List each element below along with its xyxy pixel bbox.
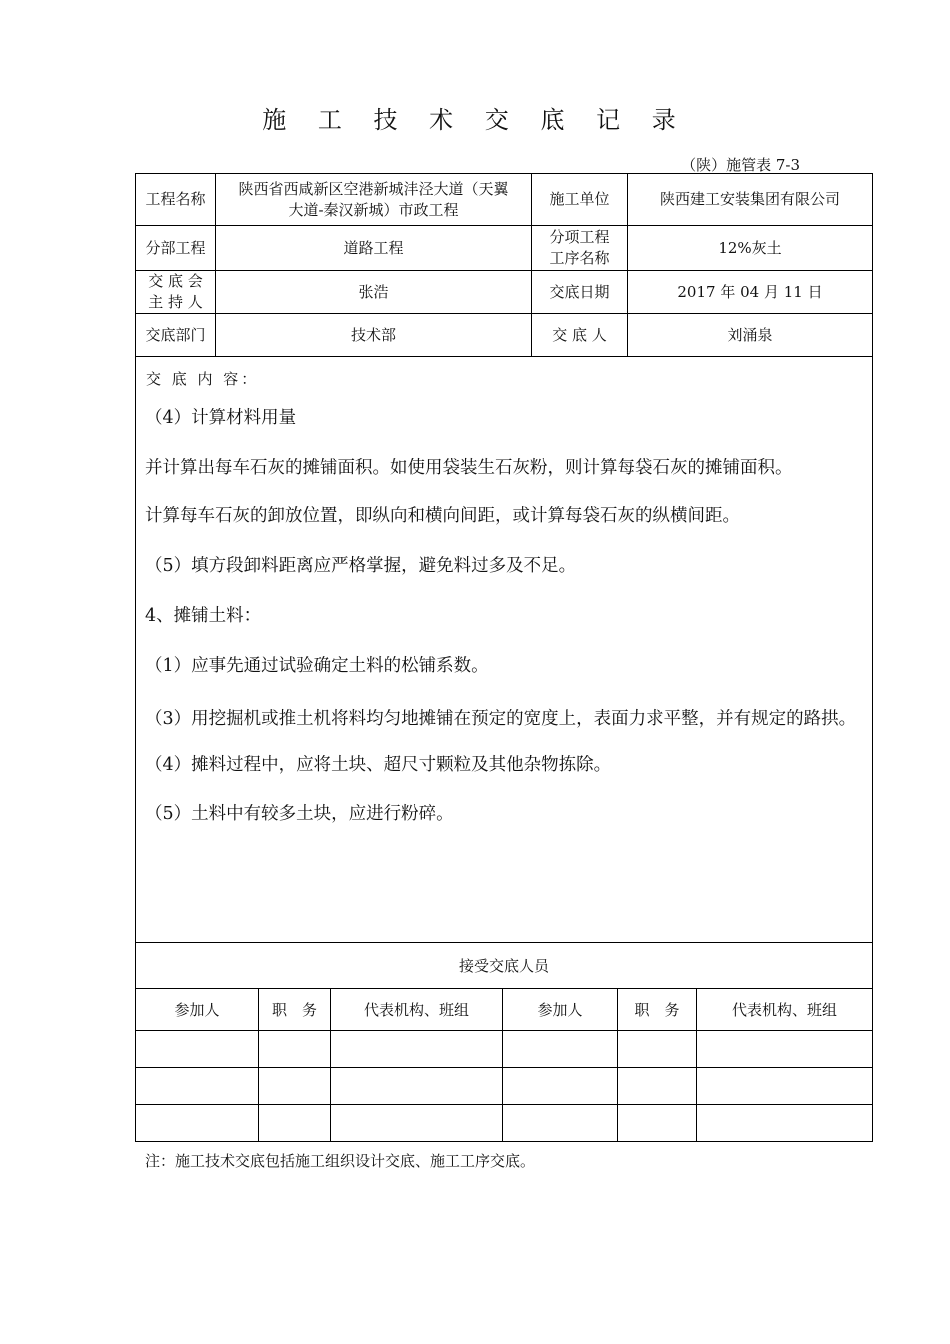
sign-cell[interactable] [259, 1068, 331, 1105]
host-label-line1: 交 底 会 [148, 272, 203, 290]
sign-cell[interactable] [331, 1068, 503, 1105]
project-name-line1: 陕西省西咸新区空港新城沣泾大道（天翼 [238, 179, 509, 198]
content-line: （4）计算材料用量 [145, 408, 297, 428]
dept-value: 技术部 [216, 314, 532, 357]
content-heading: 交 底 内 容： [146, 370, 260, 388]
sign-row [136, 1105, 873, 1142]
item-label [532, 226, 628, 271]
sign-cell[interactable] [503, 1031, 618, 1068]
person-value: 刘涌泉 [628, 314, 873, 357]
col-organization: 代表机构、班组 [331, 989, 503, 1031]
content-line: 4、摊铺土料： [145, 606, 262, 626]
sign-cell[interactable] [331, 1031, 503, 1068]
date-label: 交底日期 [532, 271, 628, 314]
sign-cell[interactable] [259, 1031, 331, 1068]
content-line: （1）应事先通过试验确定土料的松铺系数。 [145, 656, 489, 676]
content-line: 计算每车石灰的卸放位置，即纵向和横向间距，或计算每袋石灰的纵横间距。 [145, 506, 740, 526]
item-label-line1: 分项工程 [549, 228, 610, 246]
host-value: 张浩 [216, 271, 532, 314]
sign-cell[interactable] [697, 1105, 873, 1142]
content-cell [136, 357, 873, 943]
sign-title: 接受交底人员 [136, 943, 873, 989]
host-label-line2: 主 持 人 [148, 293, 203, 311]
content-line: （4）摊料过程中，应将土块、超尺寸颗粒及其他杂物拣除。 [145, 755, 612, 775]
col-position: 职 务 [618, 989, 697, 1031]
form-number: （陕）施管表 7-3 [681, 156, 800, 174]
document-title: 施 工 技 术 交 底 记 录 [262, 106, 688, 134]
sign-cell[interactable] [136, 1031, 259, 1068]
sign-cell[interactable] [503, 1068, 618, 1105]
dept-label: 交底部门 [136, 314, 216, 357]
col-organization: 代表机构、班组 [697, 989, 873, 1031]
sign-cell[interactable] [618, 1105, 697, 1142]
project-name-value [216, 174, 532, 226]
content-line: （5）土料中有较多土块，应进行粉碎。 [145, 804, 454, 824]
sign-cell[interactable] [331, 1105, 503, 1142]
sign-cell[interactable] [503, 1105, 618, 1142]
col-participant: 参加人 [136, 989, 259, 1031]
info-table [135, 173, 873, 943]
host-label [136, 271, 216, 314]
sign-row [136, 1031, 873, 1068]
sign-cell[interactable] [618, 1031, 697, 1068]
sign-table [135, 942, 873, 1142]
item-value: 12%灰土 [628, 226, 873, 271]
project-name-line2: 大道-秦汉新城）市政工程 [288, 200, 459, 219]
unit-label: 施工单位 [532, 174, 628, 226]
sign-cell[interactable] [259, 1105, 331, 1142]
sign-cell[interactable] [697, 1031, 873, 1068]
sign-cell[interactable] [136, 1068, 259, 1105]
sign-cell[interactable] [618, 1068, 697, 1105]
content-line: 并计算出每车石灰的摊铺面积。如使用袋装生石灰粉，则计算每袋石灰的摊铺面积。 [145, 458, 793, 478]
content-line: （3）用挖掘机或推土机将料均匀地摊铺在预定的宽度上，表面力求平整，并有规定的路拱。 [145, 709, 857, 729]
item-label-line2: 工序名称 [549, 249, 610, 267]
col-participant: 参加人 [503, 989, 618, 1031]
date-value: 2017 年 04 月 11 日 [628, 271, 873, 314]
unit-value: 陕西建工安装集团有限公司 [628, 174, 873, 226]
division-value: 道路工程 [216, 226, 532, 271]
content-line: （5）填方段卸料距离应严格掌握，避免料过多及不足。 [145, 556, 577, 576]
sign-cell[interactable] [136, 1105, 259, 1142]
project-name-label: 工程名称 [136, 174, 216, 226]
col-position: 职 务 [259, 989, 331, 1031]
footnote: 注：施工技术交底包括施工组织设计交底、施工工序交底。 [145, 1152, 536, 1170]
person-label: 交 底 人 [532, 314, 628, 357]
division-label: 分部工程 [136, 226, 216, 271]
sign-row [136, 1068, 873, 1105]
sign-cell[interactable] [697, 1068, 873, 1105]
